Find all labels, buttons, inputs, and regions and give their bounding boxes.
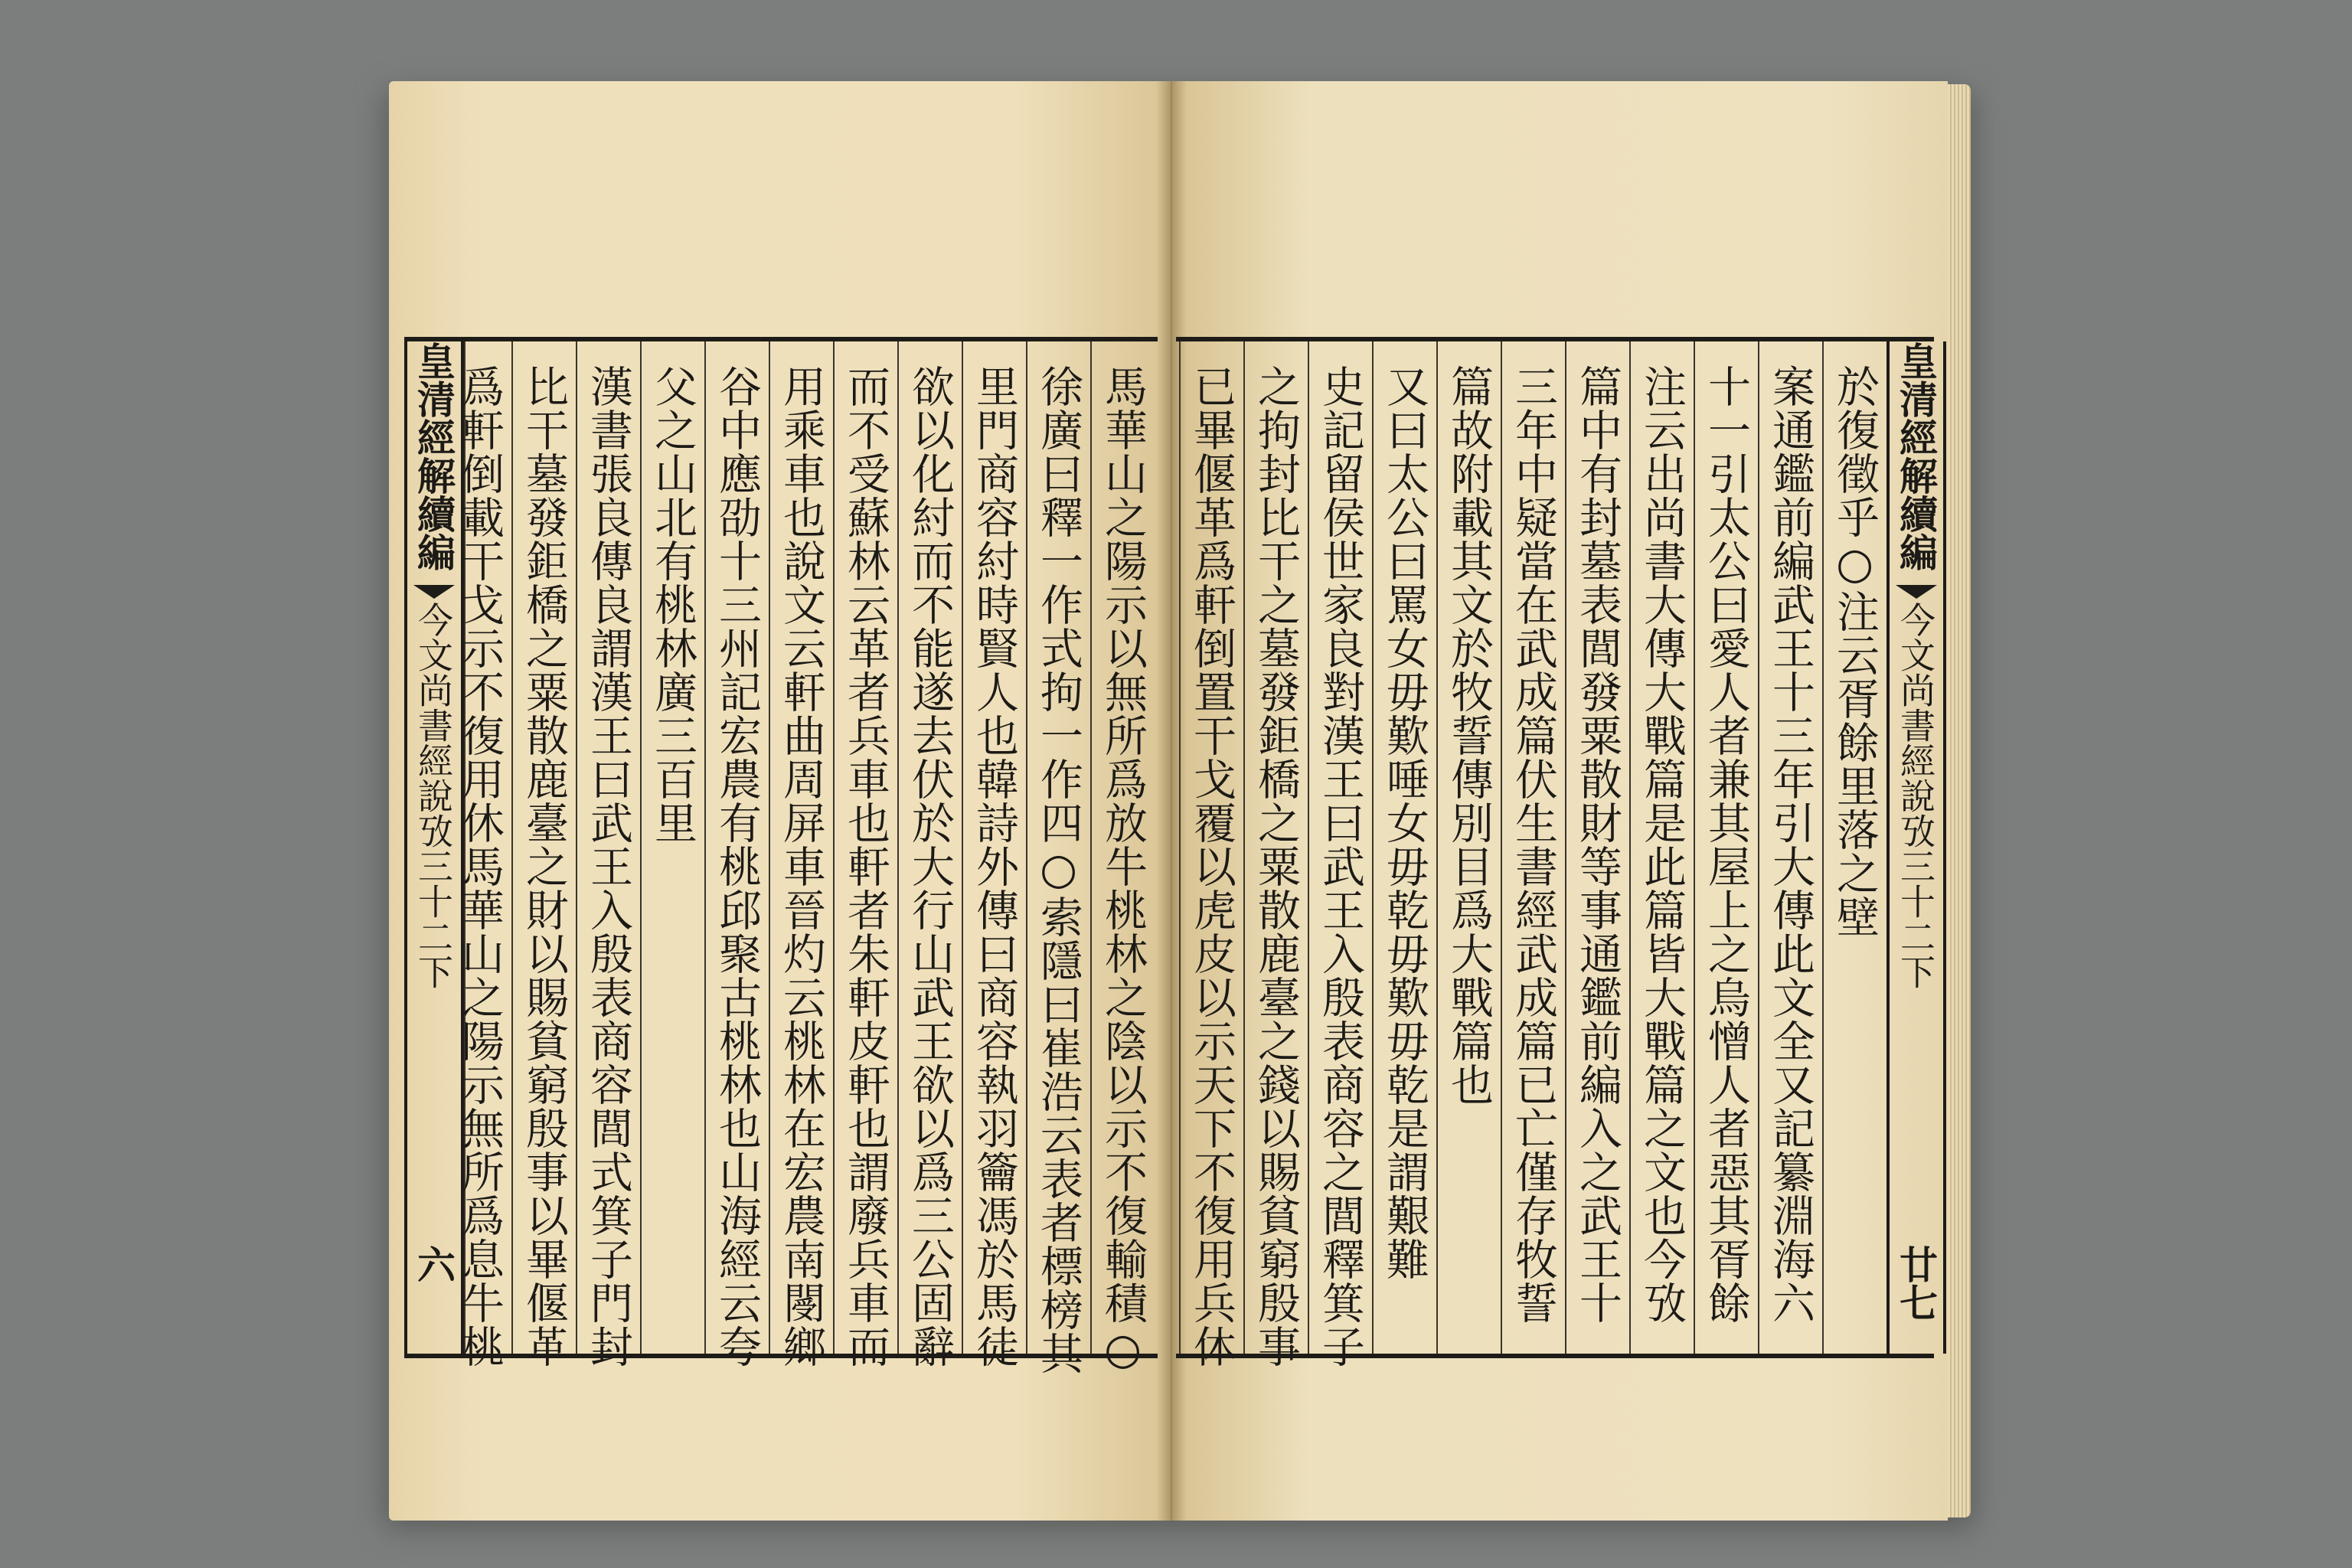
right-column-text: 史記留侯世家良對漢王曰武王入殷表商容之閭釋箕子: [1315, 364, 1365, 1368]
left-column-text: 而不受蘇林云革者兵車也軒者朱軒皮軒也謂廢兵車而: [841, 364, 890, 1368]
right-column: [1436, 341, 1501, 1354]
page-edges: [1948, 84, 1971, 1517]
right-fishtail-folio: 廿七: [1893, 1245, 1939, 1321]
right-column-text: 三年中疑當在武成篇伏生書經武成篇已亡僅存牧誓: [1508, 364, 1558, 1325]
right-fishtail-mark: [1896, 585, 1937, 599]
right-column: [1565, 341, 1629, 1354]
right-fishtail-subtitle: 今文尚書經說攷三十二下: [1895, 602, 1936, 989]
left-column-text: 谷中應劭十三州記宏農有桃邱聚古桃林也山海經云夸: [712, 364, 762, 1368]
right-column-text: 案通鑑前編武王十三年引大傳此文全又記纂淵海六: [1766, 364, 1815, 1325]
right-column-text: 之拘封比干之墓發鉅橋之粟散鹿臺之錢以賜貧窮殷事: [1251, 364, 1301, 1368]
left-column-text: 里門商容紂時賢人也韓詩外傳曰商容執羽籥馮於馬徒: [969, 364, 1019, 1368]
left-fishtail-subtitle: 今文尚書經說攷三十二下: [413, 602, 454, 989]
left-column: [511, 341, 576, 1368]
right-column: [1822, 341, 1886, 1354]
left-column: [1090, 341, 1155, 1375]
left-column-text: 徐廣曰釋一作式拘一作四○索隱曰崔浩云表者標榜其: [1034, 364, 1083, 1375]
right-column-text: 篇故附載其文於牧誓傳別目爲大戰篇也: [1444, 364, 1494, 1106]
left-column: [640, 341, 704, 1354]
left-fishtail-title: 皇清經解續編: [411, 341, 456, 571]
right-column: [1694, 341, 1758, 1354]
left-fishtail-folio: 六: [411, 1245, 456, 1283]
right-fishtail: [1886, 341, 1946, 1354]
left-column-text: 欲以化紂而不能遂去伏於大行山武王欲以爲三公固辭: [905, 364, 955, 1368]
right-column-text: 篇中有封墓表閭發粟散財等事通鑑前編入之武王十: [1573, 364, 1622, 1325]
left-column: [962, 341, 1026, 1368]
left-column-text: 父之山北有桃林廣三百里: [648, 364, 697, 844]
left-column: [833, 341, 897, 1368]
right-column: [1758, 341, 1822, 1354]
right-column: [1629, 341, 1694, 1354]
left-column-text: 用乘車也說文云軒曲周屏車晉灼云桃林在宏農南閿鄉: [776, 364, 826, 1368]
left-column-text: 馬華山之陽示以無所爲放牛桃林之陰以示不復輸積○: [1098, 364, 1148, 1375]
left-column-text: 漢書張良傳良謂漢王曰武王入殷表商容閭式箕子門封: [583, 364, 633, 1368]
left-column: [455, 341, 511, 1368]
right-column-text: 已畢偃革爲軒倒置干戈覆以虎皮以示天下不復用兵休: [1187, 364, 1236, 1368]
right-column: [1308, 341, 1372, 1368]
right-column: [1243, 341, 1308, 1368]
left-column: [769, 341, 833, 1368]
left-column: [1026, 341, 1090, 1375]
left-column-text: 比干墓發鉅橋之粟散鹿臺之財以賜貧窮殷事以畢偃革: [519, 364, 569, 1368]
right-column: [1179, 341, 1243, 1368]
left-column: [704, 341, 769, 1368]
left-column: [897, 341, 962, 1368]
right-column-text: 注云出尚書大傳大戰篇是此篇皆大戰篇之文也今攷: [1637, 364, 1687, 1325]
left-column-text: 爲軒倒載干戈示不復用休馬華山之陽示無所爲息牛桃: [455, 364, 505, 1368]
right-column-text: 於復徵乎○注云胥餘里落之壁: [1830, 364, 1880, 939]
right-column-text: 又曰太公曰罵女毋歎唾女毋乾毋歎毋乾是謂艱難: [1380, 364, 1429, 1281]
left-column: [576, 341, 640, 1368]
right-column: [1501, 341, 1565, 1354]
right-column-text: 十一引太公曰愛人者兼其屋上之烏憎人者惡其胥餘: [1701, 364, 1751, 1325]
right-fishtail-title: 皇清經解續編: [1893, 341, 1939, 571]
right-column: [1372, 341, 1436, 1354]
